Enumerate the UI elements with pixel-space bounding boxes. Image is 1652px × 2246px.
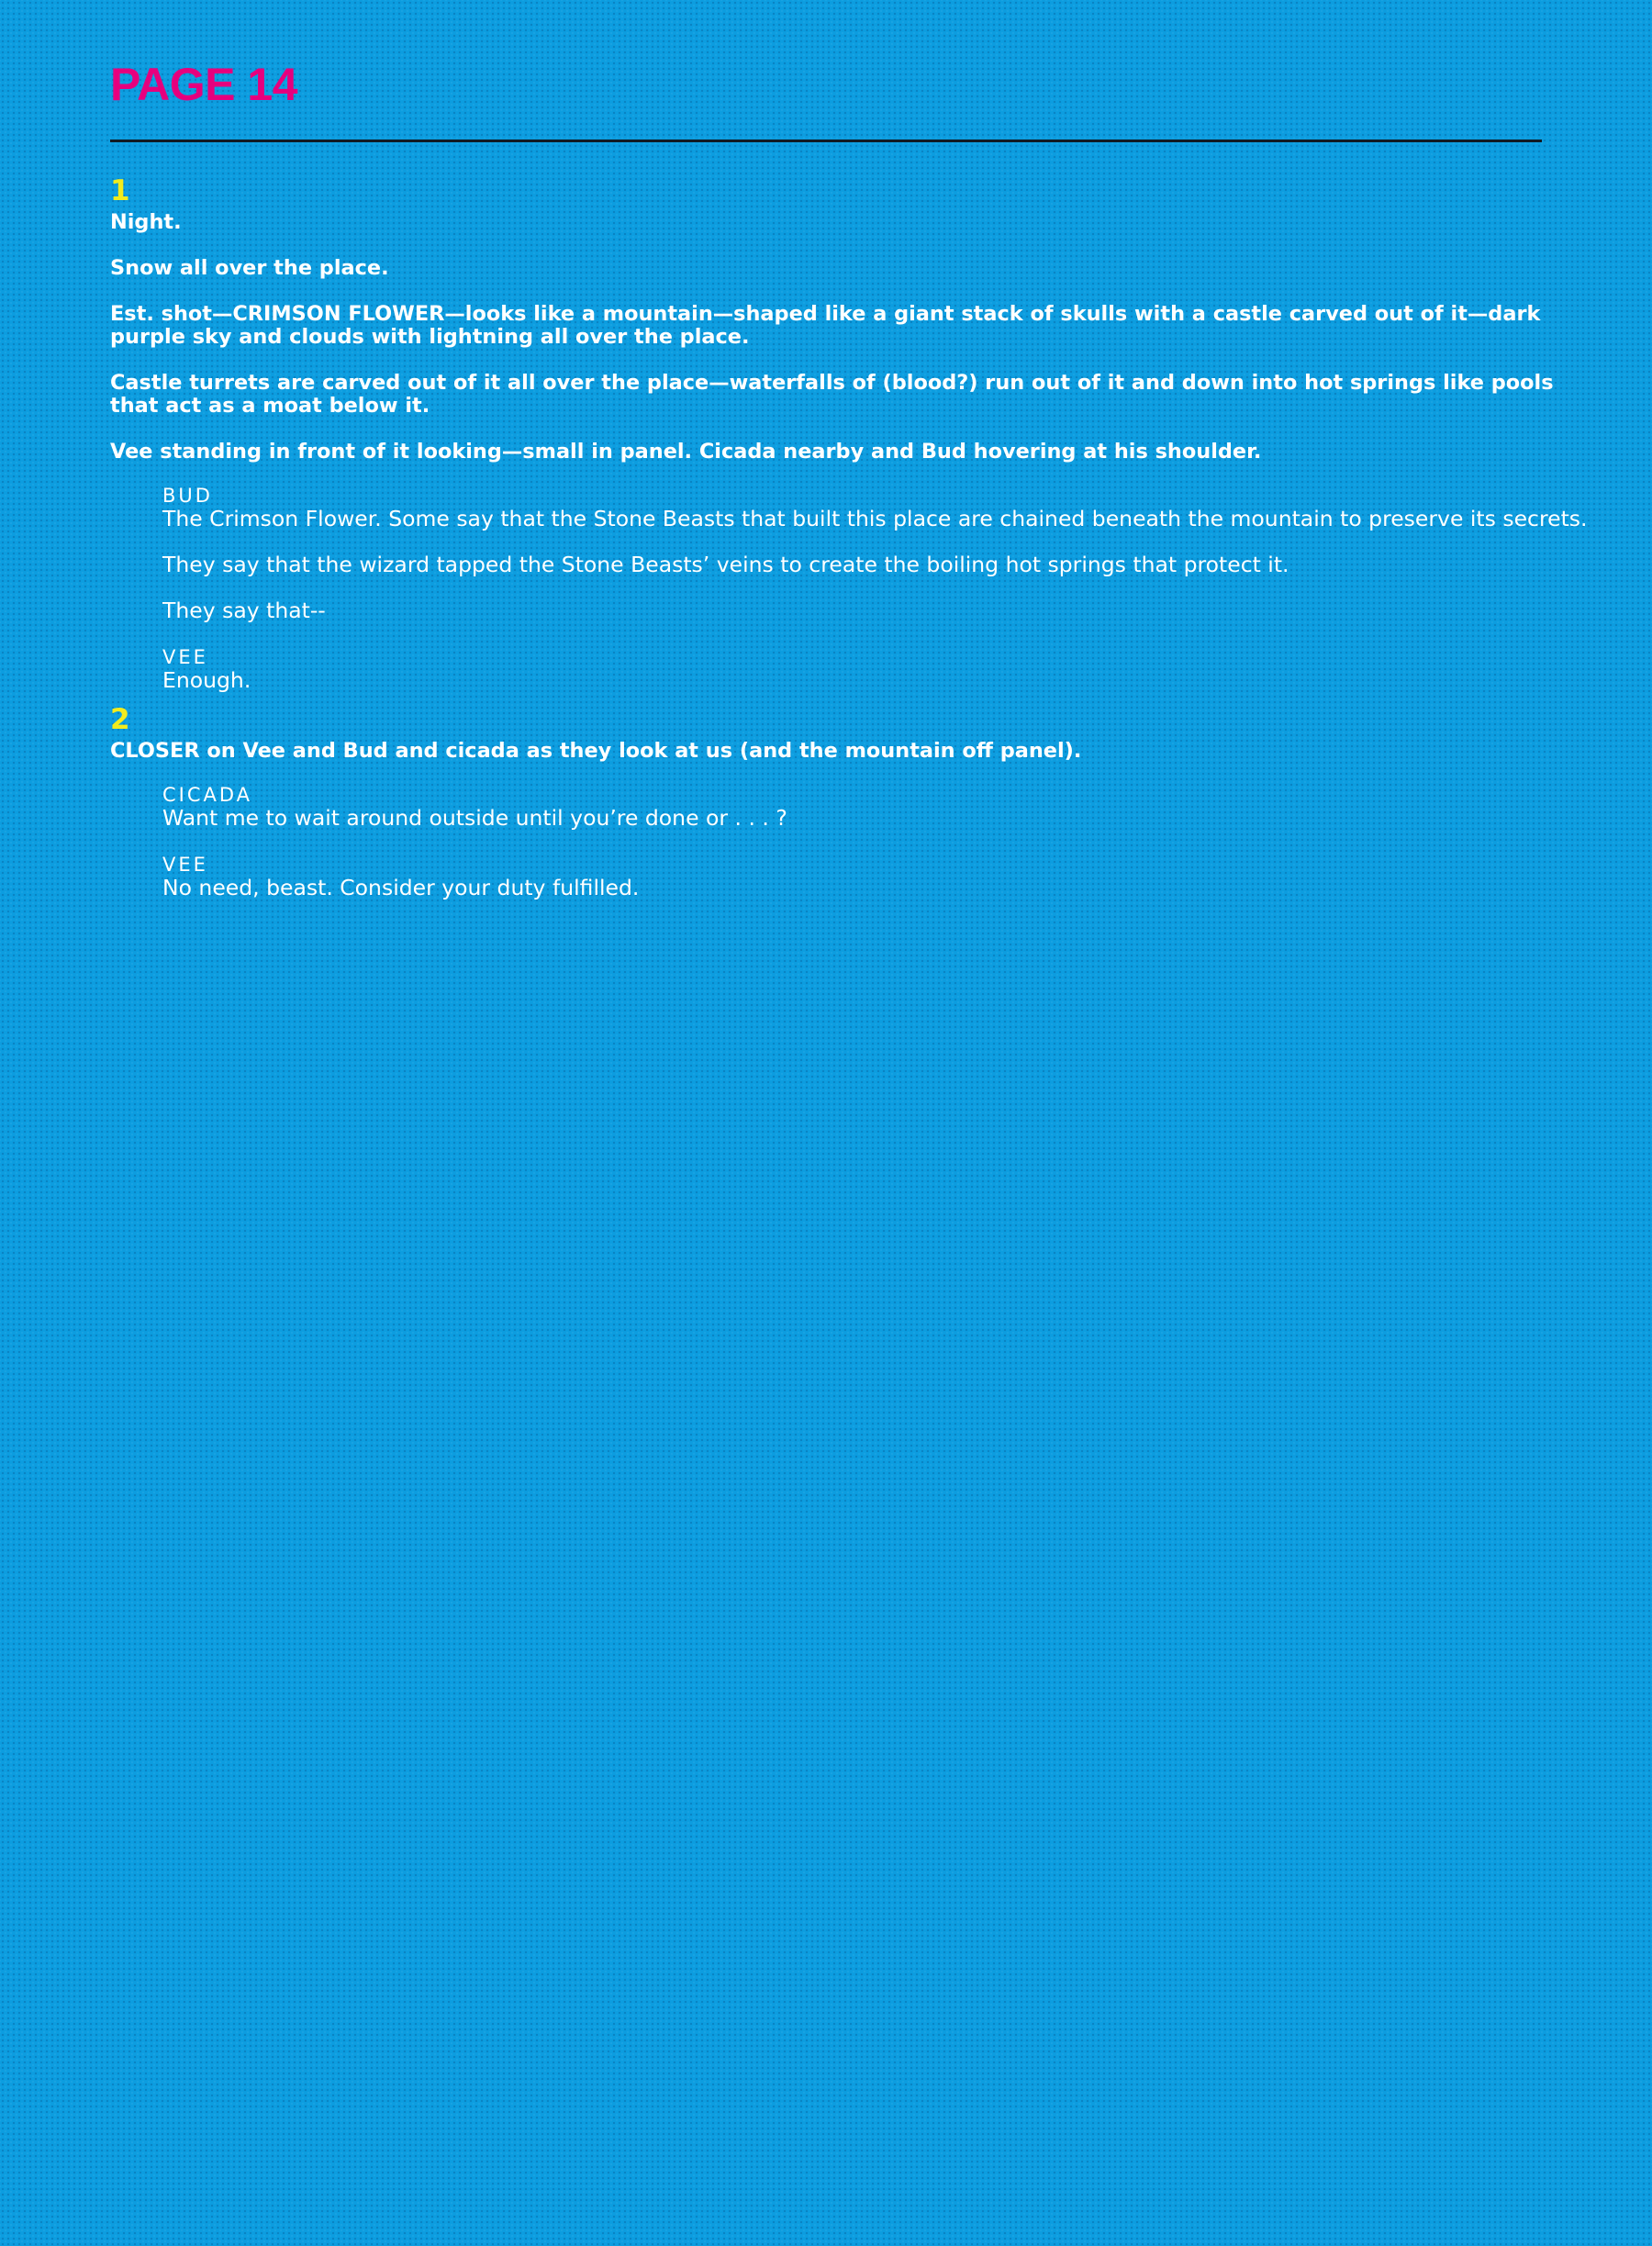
panel-description: Vee standing in front of it looking—small in panel. Cicada nearby and Bud hovering at his shoulder.	[110, 440, 1262, 464]
panel-number: 2	[110, 703, 130, 736]
panel-2	[110, 703, 1560, 900]
dialogue-line: They say that the wizard tapped the Stone Beasts’ veins to create the boiling hot springs that protect it.	[162, 552, 1289, 577]
dialogue-line: They say that--	[162, 598, 326, 623]
dialogue-block-vee	[162, 853, 1557, 900]
panel-1	[110, 174, 1588, 693]
dialogue-block-vee	[162, 645, 1557, 692]
page-header	[110, 57, 1542, 142]
dialogue-line: No need, beast. Consider your duty fulfilled.	[162, 875, 640, 900]
panel-description: Snow all over the place.	[110, 256, 389, 280]
speaker-name: VEE	[162, 646, 208, 668]
dialogue-line: Want me to wait around outside until you’re done or . . . ?	[162, 805, 787, 831]
dialogue-line: Enough.	[162, 667, 251, 693]
dialogue-block-bud	[162, 484, 1588, 623]
panel-description: Est. shot—CRIMSON FLOWER—looks like a mountain—shaped like a giant stack of skulls with a castle carved out of it—dark purple sky and clouds with lightning all over the place.	[110, 302, 1541, 349]
panel-number: 1	[110, 174, 130, 207]
script-body	[110, 174, 1588, 922]
panel-description: Night.	[110, 210, 182, 234]
header-divider	[110, 140, 1542, 142]
page-title: PAGE 14	[110, 59, 297, 110]
panel-description: CLOSER on Vee and Bud and cicada as they look at us (and the mountain off panel).	[110, 739, 1082, 763]
speaker-name: BUD	[162, 485, 213, 507]
speaker-name: CICADA	[162, 784, 253, 806]
dialogue-block-cicada	[162, 783, 1557, 830]
dialogue-line: The Crimson Flower. Some say that the Stone Beasts that built this place are chained beneath the mountain to preserve its secrets.	[162, 506, 1588, 531]
panel-description: Castle turrets are carved out of it all over the place—waterfalls of (blood?) run out of it and down into hot springs like pools that act as a moat below it.	[110, 371, 1554, 418]
speaker-name: VEE	[162, 854, 208, 876]
